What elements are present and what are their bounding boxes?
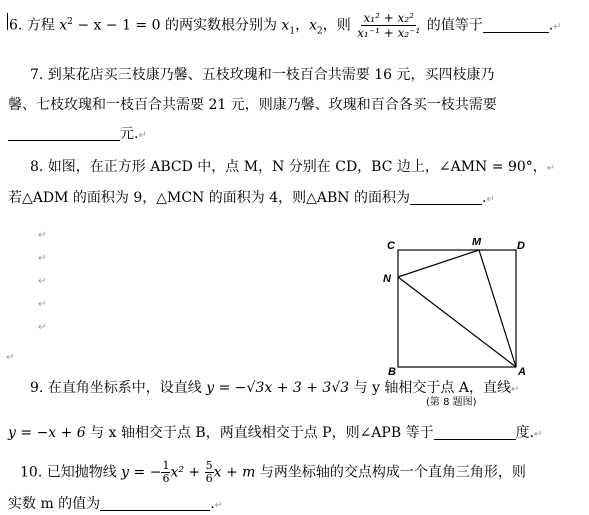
q6-eq-rest: − x − 1 = 0 — [72, 17, 161, 34]
q10-fraction-2: $\frac{5}{6}$ — [205, 459, 213, 485]
label-b: B — [388, 366, 396, 378]
question-8-line1: 8. 如图，在正方形 ABCD 中，点 M，N 分别在 CD，BC 边上，∠AMN = 90°，↵ — [30, 159, 556, 175]
label-m: M — [472, 238, 482, 248]
q7-answer-blank[interactable] — [8, 126, 120, 141]
q6-suffix: 的值等于 — [422, 17, 483, 34]
label-n: N — [383, 273, 391, 285]
q6-fraction — [355, 11, 422, 40]
q6-end: . — [548, 17, 554, 34]
q9-equation-1: y = −√3x + 3 + 3√3 — [206, 380, 350, 396]
label-d: D — [517, 240, 525, 252]
q6-mid: 的两实数根分别为 — [160, 17, 282, 34]
segment-an — [398, 277, 516, 367]
label-a: A — [518, 366, 526, 378]
q9-equation-2: y = −x + 6 — [8, 425, 86, 441]
text-cursor — [7, 13, 8, 30]
square-abcd — [398, 250, 516, 367]
question-7-line3: 元.↵ — [8, 125, 147, 145]
q8-answer-blank[interactable] — [410, 190, 482, 205]
segment-am — [479, 250, 516, 367]
q6-prefix: 6. 方程 — [9, 17, 60, 34]
q6-then: ，则 — [322, 17, 356, 34]
q10-answer-blank[interactable] — [100, 496, 210, 511]
q9-answer-blank[interactable] — [434, 425, 516, 440]
q6-frac-denominator: x₁⁻¹ + x₂⁻¹ — [357, 26, 421, 40]
paragraph-mark: ↵ — [6, 352, 15, 363]
question-7-line1: 7. 到某花店买三枝康乃馨、五枝玫瑰和一枝百合共需要 16 元，买四枝康乃 — [30, 67, 495, 83]
question-6: 6. 方程 $x^2 - x - 1 = 0$ 的两实数根分别为 $x_1$，$x_2$，则 $\frac{\text{x₁² + x₂²}}{\text{x₁⁻¹ + x₂⁻¹}}$ 的值等于 .↵ — [9, 11, 562, 40]
q10-fraction-1: $\frac{1}{6}$ — [162, 459, 170, 485]
question-8-line2: 若△ADM 的面积为 9，△MCN 的面积为 4，则△ABN 的面积为 .↵ — [8, 190, 495, 206]
q6-frac-numerator: x₁² + x₂² — [363, 11, 414, 25]
question-7-line2: 馨、七枝玫瑰和一枝百合共需要 21 元，则康乃馨、玫瑰和百合各买一枝共需要 — [8, 97, 497, 113]
question-10-line1: 10. 已知抛物线 y = − $\frac{1}{6}$ x² + $\frac{5}{6}$ x + m 与两坐标轴的交点构成一个直角三角形，则 — [20, 459, 526, 485]
square-figure — [380, 238, 530, 378]
q6-answer-blank[interactable] — [483, 18, 549, 33]
question-9-line2: y = −x + 6 与 x 轴相交于点 B，两直线相交于点 P，则∠APB 等于 度.↵ — [8, 425, 543, 441]
question-9-line1: 9. 在直角坐标系中，设直线 y = −√3x + 3 + 3√3 与 y 轴相交于点 A，直线↵ — [30, 380, 520, 396]
figure-caption: (第 8 题图) — [426, 397, 477, 408]
label-c: C — [387, 240, 395, 252]
paragraph-marks: ↵ ↵ ↵ ↵ ↵ — [38, 230, 47, 333]
q6-eq-x: x — [59, 17, 68, 34]
segment-mn — [398, 250, 479, 277]
question-10-line2: 实数 m 的值为 .↵ — [8, 496, 224, 512]
